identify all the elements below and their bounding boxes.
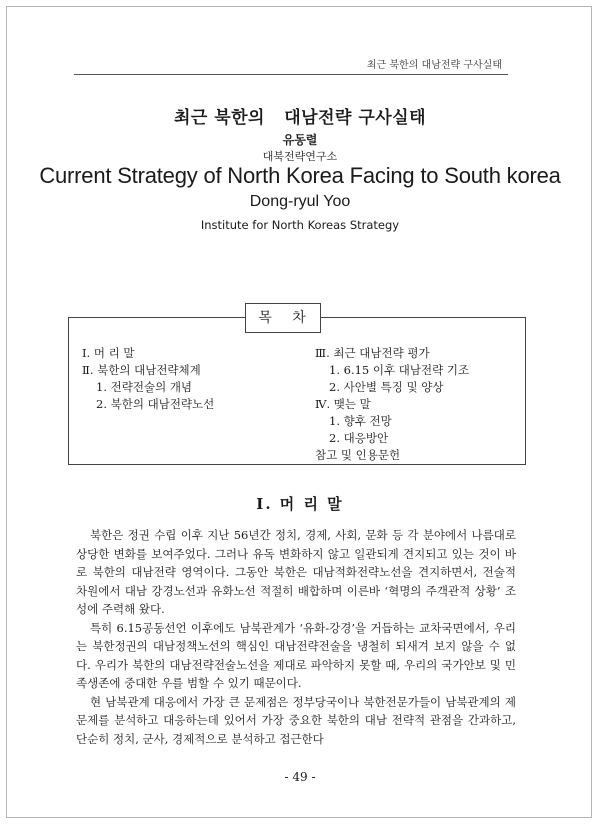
affiliation-korean: 대북전략연구소 [262, 150, 338, 163]
header-rule [74, 74, 508, 75]
running-header: 최근 북한의 대남전략 구사실태 [366, 60, 502, 71]
toc-entry: 1. 전략전술의 개념 [96, 380, 193, 394]
table-of-contents-label: 목 차 [245, 303, 321, 333]
toc-entry: 1. 6.15 이후 대남전략 기조 [329, 363, 470, 377]
toc-entry: 2. 사안별 특징 및 양상 [329, 380, 444, 394]
toc-entry: 2. 북한의 대남전략노선 [96, 397, 215, 411]
toc-entry: Ⅱ. 북한의 대남전략체계 [82, 363, 201, 377]
author-korean: 유동렬 [282, 133, 318, 147]
title-korean: 최근 북한의 대남전략 구사실태 [173, 108, 427, 128]
toc-entry: 1. 향후 전망 [329, 414, 392, 428]
toc-entry: Ⅰ. 머 리 말 [82, 346, 135, 360]
paragraph: 현 남북관계 대응에서 가장 큰 문제점은 정부당국이나 북한전문가들이 남북관계의 제 문제를 분석하고 대응하는데 있어서 가장 중요한 북한의 대남 전략적 관점을 간과하고, 단순히 정치, 군사, 경제적으로 분석하고 접근한다 [76, 694, 516, 746]
toc-left-column [82, 345, 214, 413]
author-english: Dong-ryul Yoo [249, 193, 351, 210]
paragraph: 북한은 정권 수립 이후 지난 56년간 정치, 경제, 사회, 문화 등 각 분야에서 나름대로 상당한 변화를 보여주었다. 그러나 유독 변화하지 않고 일관되게 견지되고 있는 것이 바로 북한의 대남전략 영역이다. 그동안 북한은 대남적화전략노선을 견지하면서, 전술적 차원에서 대남 강경노선과 유화노선 적절히 배합하며 이른바 ‘혁명의 주객관적 상황’ 조성에 주력해 왔다. [76, 528, 516, 616]
toc-entry: 참고 및 인용문헌 [315, 448, 401, 462]
page-number: - 49 - [284, 770, 316, 784]
title-english: Current Strategy of North Korea Facing to South korea [39, 163, 561, 188]
section-heading: Ⅰ. 머 리 말 [256, 495, 344, 513]
affiliation-english: Institute for North Koreas Strategy [200, 218, 400, 232]
toc-entry: Ⅳ. 맺는 말 [315, 397, 371, 411]
toc-right-column [315, 345, 469, 464]
paragraph: 특히 6.15공동선언 이후에도 남북관계가 ‘유화-강경’을 거듭하는 교차국면에서, 우리는 북한정권의 대남정책노선의 핵심인 대남전략전술을 냉철히 되새겨 보지 않을 수 없다. 우리가 북한의 대남전략전술노선을 제대로 파악하지 못할 때, 우리의 국가안보 및 민족생존에 중대한 우를 범할 수 있기 때문이다. [76, 620, 516, 690]
toc-entry: Ⅲ. 최근 대남전략 평가 [315, 346, 430, 360]
body-text [76, 526, 516, 748]
toc-entry: 2. 대응방안 [329, 431, 389, 445]
